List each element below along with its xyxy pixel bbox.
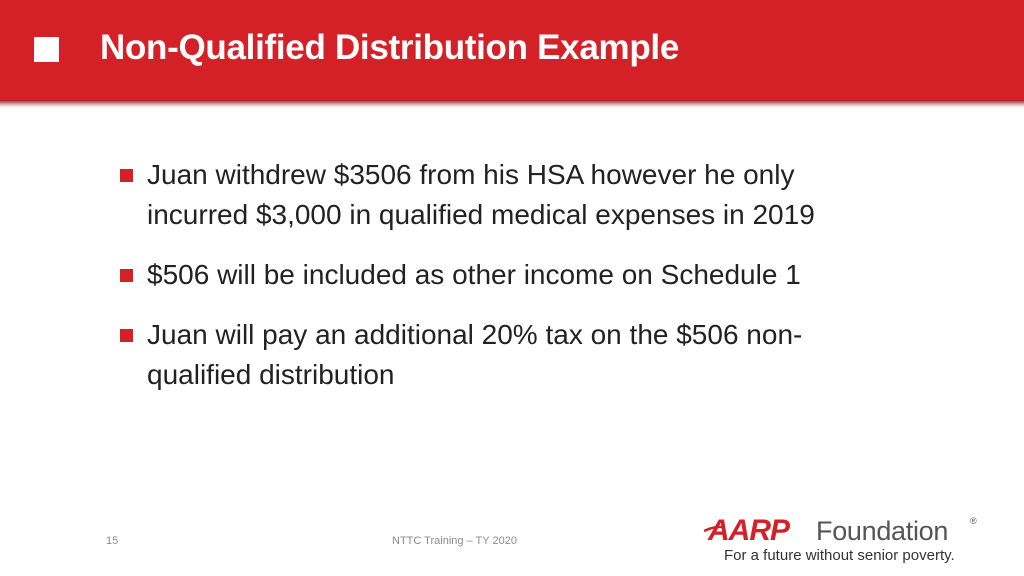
- square-bullet-icon: [34, 37, 59, 62]
- bullet-item: [118, 255, 898, 295]
- page-number: 15: [106, 535, 119, 547]
- logo-name: Foundation: [816, 516, 949, 546]
- bullet-text: Juan withdrew $3506 from his HSA however he only incurred $3,000 in qualified medical expenses in 2019: [147, 159, 815, 230]
- bullet-item: [118, 155, 898, 235]
- bullet-list: [118, 155, 898, 415]
- logo-tagline: For a future without senior poverty.: [724, 547, 955, 564]
- footer-text: NTTC Training – TY 2020: [392, 535, 517, 547]
- logo-brand: AARP: [708, 514, 790, 547]
- bullet-text: Juan will pay an additional 20% tax on the $506 non-qualified distribution: [147, 319, 803, 390]
- bullet-text: $506 will be included as other income on Schedule 1: [147, 259, 801, 290]
- bullet-item: [118, 315, 898, 395]
- red-square-bullet-icon: [120, 269, 133, 282]
- red-square-bullet-icon: [120, 169, 133, 182]
- aarp-foundation-logo: [708, 514, 978, 566]
- slide-title: Non-Qualified Distribution Example: [100, 28, 680, 67]
- red-square-bullet-icon: [120, 329, 133, 342]
- header-bar: [0, 0, 1024, 100]
- logo-registered-mark: ®: [970, 516, 977, 526]
- header-divider: [0, 100, 1024, 108]
